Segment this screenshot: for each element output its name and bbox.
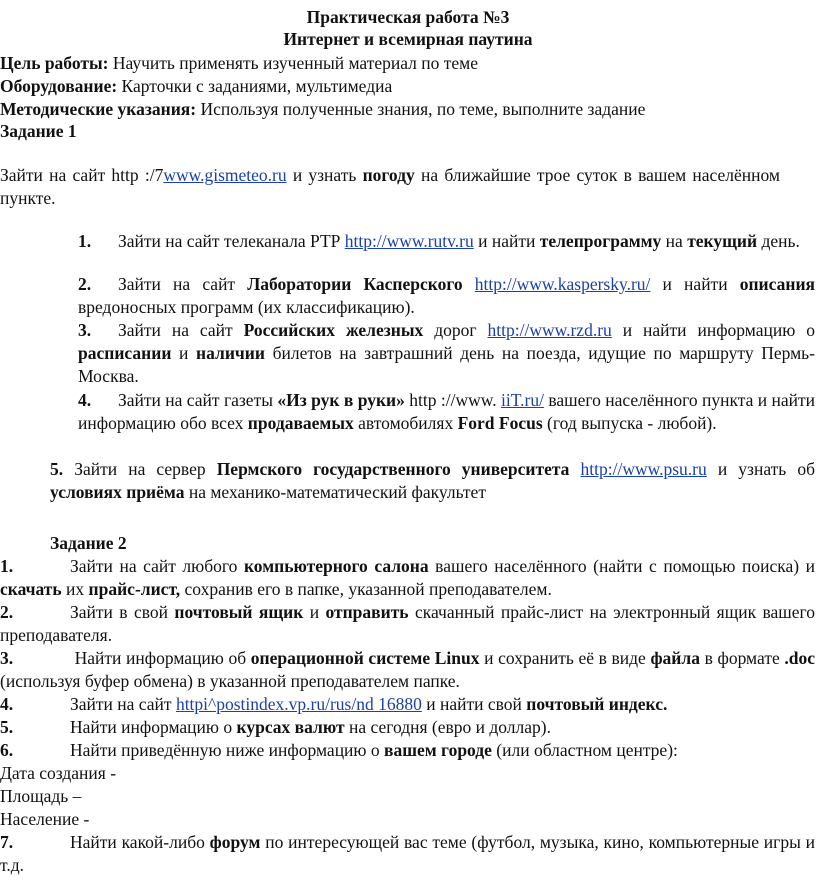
task1-intro: Зайти на сайт http :/7www.gismeteo.ru и узнать погоду на ближайшие трое суток в вашем населённом пункте. bbox=[0, 165, 781, 208]
task2-item-1: 1. Зайти на сайт любого компьютерного салона вашего населённого (найти с помощью поиска) и скачать их прайс-лист, сохранив его в папке, указанной преподавателем. bbox=[0, 556, 815, 599]
task2-item-7: 7. Найти какой-либо форум по интересующей вас теме (футбол, музыка, кино, компьютерные игры и т.д. bbox=[0, 832, 815, 875]
goal-line bbox=[0, 52, 478, 75]
document-subtitle: Интернет и всемирная паутина bbox=[283, 29, 533, 49]
method-line bbox=[0, 98, 645, 121]
irr-link[interactable]: iiT.ru/ bbox=[501, 390, 544, 410]
postindex-link[interactable]: httpi^postindex.vp.ru/rus/nd 16880 bbox=[175, 694, 422, 714]
task1-item-3: 3. Зайти на сайт Российских железных дорог http://www.rzd.ru и найти информацию о расписании и наличии билетов на завтрашний день на поезда, идущие по маршруту Пермь-Москва. bbox=[78, 320, 815, 386]
equipment-line bbox=[0, 75, 392, 98]
method-label: Методические указания: bbox=[0, 99, 197, 119]
field-population: Население - bbox=[0, 809, 90, 829]
equipment-label: Оборудование: bbox=[0, 76, 118, 96]
field-creation-date: Дата создания - bbox=[0, 763, 117, 783]
field-area: Площадь – bbox=[0, 786, 82, 806]
psu-link[interactable]: http://www.psu.ru bbox=[580, 459, 707, 479]
task1-item-2: 2. Зайти на сайт Лаборатории Касперского http://www.kaspersky.ru/ и найти описания вредоносных программ (их классификацию). bbox=[78, 274, 815, 317]
task2-item-4: 4. Зайти на сайт httpi^postindex.vp.ru/rus/nd 16880 и найти свой почтовый индекс. bbox=[0, 694, 668, 714]
task1-item-1: 1. Зайти на сайт телеканала РТР http://www.rutv.ru и найти телепрограмму на текущий день. bbox=[78, 231, 800, 251]
task2-item-3: 3. Найти информацию об операционной системе Linux и сохранить её в виде файла в формате .doc (используя буфер обмена) в указанной преподавателем папке. bbox=[0, 648, 815, 691]
rzd-link[interactable]: http://www.rzd.ru bbox=[487, 320, 612, 340]
task1-heading: Задание 1 bbox=[0, 121, 77, 141]
task2-heading: Задание 2 bbox=[50, 533, 127, 553]
equipment-text: Карточки с заданиями, мультимедиа bbox=[117, 76, 393, 96]
kaspersky-link[interactable]: http://www.kaspersky.ru/ bbox=[474, 274, 651, 294]
task2-item-6: 6. Найти приведённую ниже информацию о вашем городе (или областном центре): bbox=[0, 740, 678, 760]
document-title: Практическая работа №3 bbox=[306, 7, 510, 27]
task1-item-5: 5. Зайти на сервер Пермского государственного университета http://www.psu.ru и узнать об условиях приёма на механико-математический факультет bbox=[50, 459, 816, 502]
method-text: Используя полученные знания, по теме, выполните задание bbox=[196, 99, 646, 119]
task2-item-5: 5. Найти информацию о курсах валют на сегодня (евро и доллар). bbox=[0, 717, 551, 737]
rutv-link[interactable]: http://www.rutv.ru bbox=[344, 231, 474, 251]
goal-label: Цель работы: bbox=[0, 53, 109, 73]
gismeteo-link[interactable]: www.gismeteo.ru bbox=[163, 165, 287, 185]
task1-item-4: 4. Зайти на сайт газеты «Из рук в руки» http ://www. iiT.ru/ вашего населённого пункта и найти информацию обо всех продаваемых автомобилях Ford Focus (год выпуска - любой). bbox=[78, 390, 815, 433]
goal-text: Научить применять изученный материал по теме bbox=[108, 53, 479, 73]
task2-item-2: 2. Зайти в свой почтовый ящик и отправить скачанный прайс-лист на электронный ящик вашего преподавателя. bbox=[0, 602, 816, 645]
